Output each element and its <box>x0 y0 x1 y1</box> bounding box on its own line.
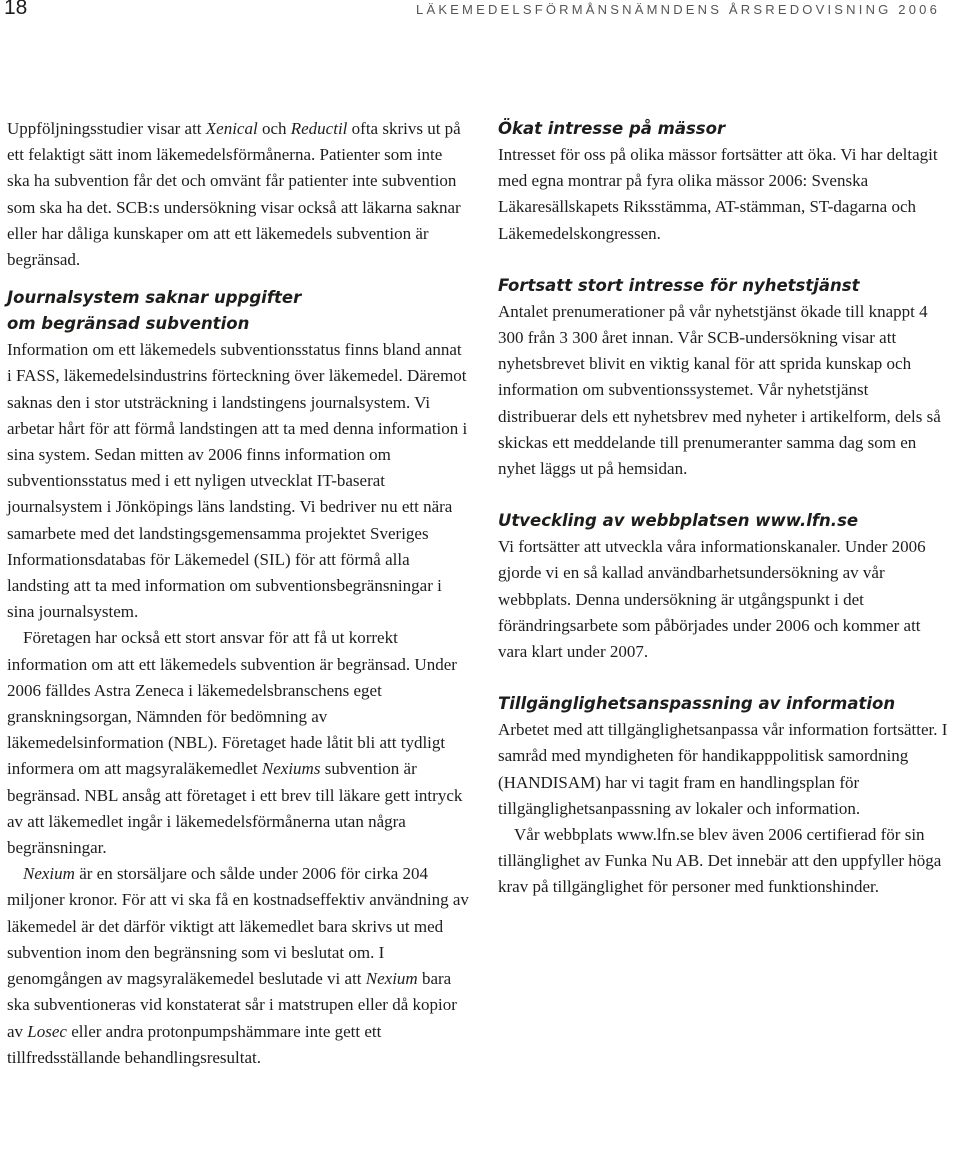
section-heading-nyhetstjanst: Fortsatt stort intresse för nyhetstjänst <box>498 275 860 295</box>
drug-name: Nexiums <box>261 759 321 779</box>
paragraph-journalsystem: Information om ett läkemedels subventionsstatus finns bland annat i FASS, läkemedelsindustrins förteckning över läkemedel. Däremot saknas den i stor utsträckning i landstingens journalsystem. Vi arbetar hårt för att förmå landstingen att ta med denna information i sina system. Sedan mitten av 2006 finns information om subventionsstatus med i ett nyligen utvecklat IT-baserat journalsystem i Jönköpings läns landsting. Vi bedriver nu ett nära samarbete med det landstingsgemensamma projektet Sveriges Informationsdatabas för Läkemedel (SIL) för att förmå alla landsting att ta med information om subventionsbegränsningar i sina journalsystem. <box>7 340 468 622</box>
paragraph-tillganglighet: Arbetet med att tillgänglighetsanpassa vår information fortsätter. I samråd med myndigheten för handikapppolitisk samordning (HANDISAM) har vi tagit fram en handlingsplan för tillgänglighetsanpassning av lokaler och information. <box>498 720 948 818</box>
paragraph-webbplatsen: Vi fortsätter att utveckla våra informationskanaler. Under 2006 gjorde vi en så kallad användbarhetsundersökning av vår webbplats. Denna undersökning är utgångspunkt i det förändringsarbete som påbörjades under 2006 och kommer att vara klart under 2007. <box>498 537 926 662</box>
drug-name: Xenical <box>205 119 258 138</box>
paragraph-certifiering: Vår webbplats www.lfn.se blev även 2006 certifierad för sin tillänglighet av Funka Nu AB. Det innebär att den uppfyller höga krav på tillgänglighet för personer med funktionshinder. <box>498 825 942 897</box>
text: subvention är begränsad. NBL ansåg att företaget i ett brev till läkare gett intryck av att läkemedlet ingår i läkemedelsförmånerna utan några begränsningar. <box>7 759 463 858</box>
section-heading-massor: Ökat intresse på mässor <box>498 119 726 138</box>
section-heading-webbplatsen: Utveckling av webbplatsen www.lfn.se <box>498 511 859 531</box>
text: och <box>257 119 291 138</box>
paragraph-companies <box>7 625 469 861</box>
running-title: LÄKEMEDELSFÖRMÅNSNÄMNDENS ÅRSREDOVISNING 2006 <box>416 2 940 17</box>
paragraph-massor: Intresset för oss på olika mässor fortsätter att öka. Vi har deltagit med egna montrar på fyra olika mässor 2006: Svenska Läkaresällskapets Riksstämma, AT-stämman, ST-dagarna och Läkemedelskongressen. <box>498 145 938 243</box>
drug-name: Nexium <box>23 864 75 884</box>
right-column <box>498 116 948 901</box>
section-heading-tillganglighet: Tillgänglighetsanspassning av information <box>498 694 896 714</box>
text: ofta skrivs ut på ett felaktigt sätt inom läkemedelsförmånerna. Patienter som inte ska ha subvention får det och omvänt får patienter inte subvention som ska ha det. SCB:s undersökning visar också att läkarna saknar eller har dåliga kunskaper om att ett läkemedels subvention är begränsad. <box>7 119 461 270</box>
text: eller andra protonpumpshämmare inte gett ett tillfredsställande behandlingsresultat. <box>7 1021 382 1067</box>
paragraph-intro <box>7 116 469 273</box>
drug-name: Reductil <box>290 119 348 138</box>
text: Företagen har också ett stort ansvar för att få ut korrekt information om att ett läkemedels subvention är begränsad. Under 2006 fälldes Astra Zeneca i läkemedelsbranschens eget granskningsorgan, Nämnden för bedömning av läkemedelsinformation (NBL). Företaget hade låtit bli att tydligt informera om att magsyraläkemedlet <box>7 628 457 779</box>
text: Uppföljningsstudier visar att <box>7 119 206 138</box>
paragraph-nexium <box>7 861 469 1071</box>
page-number: 18 <box>4 0 28 19</box>
heading-line: om begränsad subvention <box>7 314 250 334</box>
heading-line: Journalsystem saknar uppgifter <box>7 288 302 308</box>
left-column <box>7 116 469 1071</box>
drug-name: Nexium <box>365 969 418 989</box>
drug-name: Losec <box>27 1021 67 1041</box>
text: bara ska subventioneras vid konstaterat sår i matstrupen eller då kopior av <box>7 969 457 1041</box>
paragraph-nyhetstjanst: Antalet prenumerationer på vår nyhetstjänst ökade till knappt 4 300 från 3 300 året innan. Vår SCB-undersökning visar att nyhetsbrevet blivit en viktig kanal för att sprida kunskap och information om subventionssystemet. Vår nyhetstjänst distribuerar dels ett nyhetsbrev med nyheter i artikelform, dels så skickas ett meddelande till prenumeranter samma dag som en nyhet läggs ut på hemsidan. <box>498 301 941 479</box>
text: är en storsäljare och sålde under 2006 för cirka 204 miljoner kronor. För att vi ska få en kostnadseffektiv användning av läkemedel är det därför viktigt att läkemedlet bara skrivs ut med subvention inom den begränsning som vi beslutat om. I genomgången av magsyraläkemedel beslutade vi att <box>7 864 469 989</box>
section-heading-journalsystem <box>7 285 469 337</box>
